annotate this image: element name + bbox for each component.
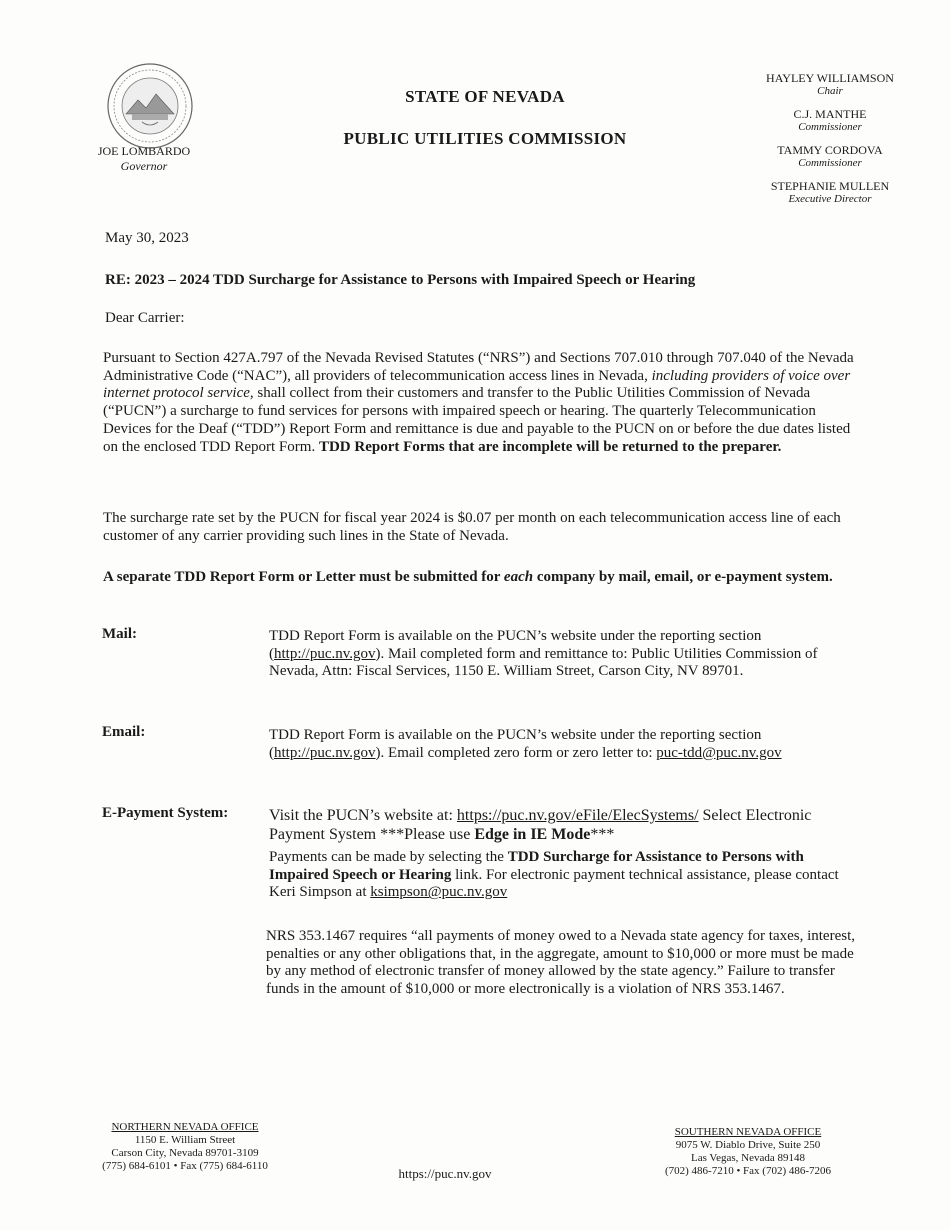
commissioner-name: STEPHANIE MULLEN — [770, 179, 890, 193]
email-website-link[interactable]: http://puc.nv.gov — [274, 744, 376, 761]
mail-website-link[interactable]: http://puc.nv.gov — [274, 645, 376, 662]
southern-office-phone: (702) 486-7210 • Fax (702) 486-7206 — [664, 1165, 832, 1177]
email-address-link[interactable]: puc-tdd@puc.nv.gov — [656, 744, 782, 761]
mail-text: ). Mail completed form and remittance to: Public Utilities Commission of Nevada, Attn: Fiscal Services, 1150 E. William Street, Carson City, NV 89701. — [269, 645, 818, 680]
commissioner-name: TAMMY CORDOVA — [777, 143, 883, 157]
paragraph-text: A separate TDD Report Form or Letter must be submitted for — [103, 569, 504, 585]
epay-text: Payments can be made by selecting the — [269, 849, 508, 865]
paragraph-text: Pursuant to Section 427A.797 of the Nevada Revised Statutes (“NRS”) and Sections 707.010 through 707.040 of the Nevada Administrative Code (“NAC”), all providers of telecommunication access lines in Nevada, — [103, 350, 854, 384]
paragraph-rate: The surcharge rate set by the PUCN for fiscal year 2024 is $0.07 per month on each telecommunication access line of each customer of any carrier providing such lines in the State of Nevada. — [103, 510, 841, 544]
paragraph-statute — [103, 350, 863, 456]
mail-instructions — [269, 628, 854, 681]
mail-label: Mail: — [102, 626, 137, 642]
northern-office-city: Carson City, Nevada 89701-3109 — [111, 1147, 259, 1159]
paragraph-text: , shall collect from their customers and transfer to the Public Utilities Commission of Nevada (“PUCN”) a surcharge to fund services for persons with impaired speech or hearing. The quarterly Telecommunication Devices for the Deaf (“TDD”) Report Form and remittance is due and payable to the PUCN on or before the due dates listed on the enclosed TDD Report Form. — [103, 385, 851, 455]
state-title: STATE OF NEVADA — [405, 87, 565, 106]
commission-title: PUBLIC UTILITIES COMMISSION — [343, 129, 627, 148]
southern-office-city: Las Vegas, Nevada 89148 — [690, 1152, 806, 1164]
state-seal-icon — [106, 62, 194, 150]
southern-office-title: SOUTHERN NEVADA OFFICE — [674, 1126, 822, 1138]
paragraph-text: company by mail, email, or e-payment system. — [533, 569, 833, 585]
governor-name: JOE LOMBARDO — [97, 144, 191, 158]
commissioner-title: Commissioner — [798, 157, 862, 169]
commissioner-list — [750, 71, 910, 215]
commissioner-name: HAYLEY WILLIAMSON — [766, 71, 894, 85]
letter-date: May 30, 2023 — [105, 230, 189, 246]
commissioner-entry — [750, 71, 910, 98]
governor-title: Governor — [120, 159, 168, 173]
commissioner-title: Chair — [817, 85, 843, 97]
commissioner-title: Executive Director — [788, 193, 872, 205]
salutation: Dear Carrier: — [105, 310, 185, 326]
southern-office — [638, 1126, 858, 1178]
commissioner-name: C.J. MANTHE — [793, 107, 867, 121]
epay-link-name: TDD Surcharge for Assistance to Persons with Impaired Speech or Hearing — [269, 849, 804, 883]
commissioner-entry — [750, 179, 910, 206]
northern-office — [80, 1121, 290, 1173]
email-text: ). Email completed zero form or zero letter to: — [375, 744, 657, 761]
epay-payment-details — [269, 849, 854, 902]
epay-text: *** — [590, 826, 615, 843]
paragraph-emphasis: each — [503, 569, 534, 585]
commissioner-entry — [750, 107, 910, 134]
epay-browser-note: Edge in IE Mode — [474, 826, 591, 843]
governor-block — [84, 144, 204, 174]
northern-office-street: 1150 E. William Street — [134, 1134, 236, 1146]
epay-instructions — [269, 806, 854, 844]
nrs-requirement-note: NRS 353.1467 requires “all payments of money owed to a Nevada state agency for taxes, interest, penalties or any other obligations that, in the aggregate, amount to $10,000 or more must be made by any method of electronic transfer of money allowed by the state agency.” Failure to transfer funds in the amount of $10,000 or more electronically is a violation of NRS 353.1467. — [266, 928, 855, 998]
footer-website[interactable]: https://puc.nv.gov — [398, 1166, 492, 1181]
commissioner-entry — [750, 143, 910, 170]
subject-line: RE: 2023 – 2024 TDD Surcharge for Assistance to Persons with Impaired Speech or Hearing — [105, 272, 696, 288]
mail-text: TDD Report Form is available on the PUCN’s website under the reporting section ( — [269, 628, 762, 662]
epay-label: E-Payment System: — [102, 805, 229, 821]
paragraph-instructions — [103, 569, 863, 587]
paragraph-warning: TDD Report Forms that are incomplete will be returned to the preparer. — [318, 438, 782, 455]
southern-office-street: 9075 W. Diablo Drive, Suite 250 — [675, 1139, 821, 1151]
email-label: Email: — [102, 724, 146, 740]
email-instructions — [269, 727, 854, 762]
epay-text: link. For electronic payment technical assistance, please contact Keri Simpson at — [269, 866, 839, 901]
epay-text: Visit the PUCN’s website at: — [269, 807, 457, 824]
email-text: TDD Report Form is available on the PUCN’s website under the reporting section ( — [269, 727, 762, 761]
epay-website-link[interactable]: https://puc.nv.gov/eFile/ElecSystems/ — [456, 807, 699, 824]
epay-text: Select Electronic Payment System ***Please use — [269, 807, 812, 843]
epay-contact-email[interactable]: ksimpson@puc.nv.gov — [370, 884, 508, 901]
paragraph-emphasis: including providers of voice over internet protocol service — [103, 367, 851, 402]
northern-office-phone: (775) 684-6101 • Fax (775) 684-6110 — [102, 1160, 268, 1172]
commissioner-title: Commissioner — [798, 121, 862, 133]
northern-office-title: NORTHERN NEVADA OFFICE — [111, 1121, 259, 1133]
